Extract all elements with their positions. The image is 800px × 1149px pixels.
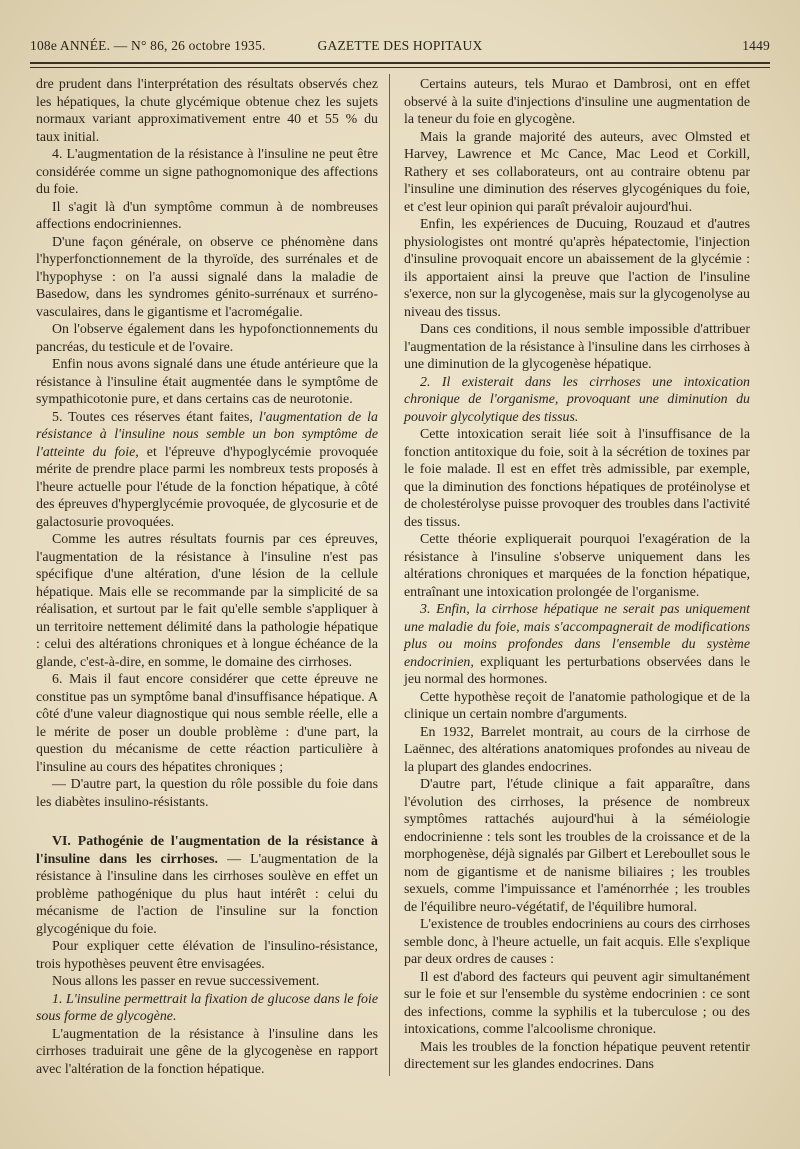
paragraph: Dans ces conditions, il nous semble impossible d'attribuer l'augmentation de la résistance à l'insuline dans les cirrhoses à une diminution de la glycogenèse hépatique. xyxy=(404,322,750,372)
paragraph: Certains auteurs, tels Murao et Dambrosi, ont en effet observé à la suite d'injections d'insuline une augmentation de la teneur du foie en glycogène. xyxy=(404,77,750,127)
paragraph: 1. L'insuline permettrait la fixation de glucose dans le foie sous forme de glycogène. xyxy=(36,991,378,1024)
paragraph: Il est d'abord des facteurs qui peuvent agir simultanément sur le foie et sur l'ensemble du système endocrinien : ce sont des infections, comme la syphilis et la tuberculose ; ou des intoxications, comme l'alcoolisme chronique. xyxy=(404,969,750,1037)
section-title: VI. Pathogénie de l'augmentation de la résistance à l'insuline dans les cirrhoses. xyxy=(36,834,378,867)
column-divider xyxy=(389,74,390,1076)
paragraph: — D'autre part, la question du rôle possible du foie dans les diabètes insulino-résistants. xyxy=(36,777,378,810)
paragraph: dre prudent dans l'interprétation des résultats observés chez les hépatiques, la chute glycémique obtenue chez les sujets normaux variant approximativement entre 40 et 55 % du taux initial. xyxy=(36,77,378,145)
issue-info: 108e ANNÉE. — N° 86, 26 octobre 1935. xyxy=(30,38,266,53)
paragraph: D'autre part, l'étude clinique a fait apparaître, dans l'évolution des cirrhoses, la présence de nombreux symptômes rattachés aujourd'hui à la séméiologie endocrinienne : tels sont les troubles de la croissance et de la morphogenèse, déjà signalés par Gilbert et Lereboullet sous le nom de gigantisme et de nanisme biliaires ; les troubles sexuels, comme l'impuissance et l'aménorrhée ; les troubles de l'équilibre neuro-végétatif, de l'équilibre humoral. xyxy=(404,777,750,915)
italic-run: 3. Enfin, la cirrhose hépatique ne serait pas uniquement une maladie du foie, mais s'accompagnerait de modifications plus ou moins profondes dans l'ensemble du système endocrinien, xyxy=(404,602,750,670)
paragraph: On l'observe également dans les hypofonctionnements du pancréas, du testicule et de l'ovaire. xyxy=(36,322,378,355)
header-rule-thin xyxy=(30,67,770,68)
paragraph: L'augmentation de la résistance à l'insuline dans les cirrhoses traduirait une gêne de la glycogenèse en rapport avec l'altération de la fonction hépatique. xyxy=(36,1026,378,1077)
paragraph: Cette hypothèse reçoit de l'anatomie pathologique et de la clinique un certain nombre d'arguments. xyxy=(404,689,750,722)
paragraph: Pour expliquer cette élévation de l'insulino-résistance, trois hypothèses peuvent être envisagées. xyxy=(36,939,378,972)
paragraph: Enfin, les expériences de Ducuing, Rouzaud et d'autres physiologistes ont montré qu'après hépatectomie, l'injection d'insuline provoquait encore un abaissement de la glycémie : ils apportaient ainsi la preuve que l'action de l'insuline s'exerce, non sur la glycogenèse, mais sur la glycogenolyse au niveau des tissus. xyxy=(404,217,750,320)
section-paragraph xyxy=(36,833,378,938)
paragraph: Il s'agit là d'un symptôme commun à de nombreuses affections endocriniennes. xyxy=(36,199,378,232)
journal-title: GAZETTE DES HOPITAUX xyxy=(317,38,483,53)
paragraph: Nous allons les passer en revue successivement. xyxy=(52,974,320,989)
paragraph: Mais la grande majorité des auteurs, avec Olmsted et Harvey, Lawrence et Mc Cance, Mac Leod et Corkill, Rathery et ses collaborateurs, ont au contraire obtenu par l'insuline une diminution des réserves glycogéniques du foie, et c'est leur opinion qui paraît prévaloir aujourd'hui. xyxy=(404,129,750,215)
text-run: 5. Toutes ces réserves étant faites, xyxy=(52,409,259,425)
running-header xyxy=(30,38,770,58)
page-number: 1449 xyxy=(742,38,770,53)
paragraph: 6. Mais il faut encore considérer que cette épreuve ne constitue pas un symptôme banal d'insuffisance hépatique. A côté d'une valeur diagnostique qui nous semble réelle, elle a le mérite de poser un double problème : d'une part, la question du mécanisme de cette réaction particulière à l'insuline au cours des hépatites chroniques ; xyxy=(36,672,378,775)
text-run: , et l'épreuve d'hypoglycémie provoquée mérite de prendre place parmi les nombreux tests proposés à l'heure actuelle pour l'étude de la fonction hépatique, à côté des épreuves d'hyperglycémie provoquée, de glycosurie et de galactosurie provoquées. xyxy=(36,444,378,530)
paragraph: D'une façon générale, on observe ce phénomène dans l'hyperfonctionnement de la thyroïde, des surrénales et de l'hypophyse : on l'a aussi signalé dans la maladie de Basedow, dans les syndromes génito-surrénaux et surréno-vasculaires, dans le gigantisme et l'acromégalie. xyxy=(36,234,378,320)
italic-run: l'augmentation de la résistance à l'insuline nous semble un bon symptôme de l'atteinte du foie xyxy=(36,409,378,460)
paragraph: L'existence de troubles endocriniens au cours des cirrhoses semble donc, à l'heure actuelle, un fait acquis. Elle s'explique par deux ordres de causes : xyxy=(404,917,750,967)
paragraph: Cette théorie expliquerait pourquoi l'exagération de la résistance à l'insuline s'observe uniquement dans les altérations chroniques et marquées de la fonction hépatique, entraînant une intoxication prolongée de l'organisme. xyxy=(404,532,750,600)
paragraph xyxy=(36,409,378,532)
text-run: — L'augmentation de la résistance à l'insuline dans les cirrhoses soulève en effet un problème pathogénique du plus haut intérêt : celui du mécanisme de l'action de l'insuline sur la fonction glycogénique du foie. xyxy=(36,851,379,937)
left-column xyxy=(36,76,378,1078)
paragraph: Enfin nous avons signalé dans une étude antérieure que la résistance à l'insuline était augmentée dans le symptôme de sympathicotonie pure, et dans certains cas de neurotonie. xyxy=(36,357,378,407)
paragraph: 4. L'augmentation de la résistance à l'insuline ne peut être considérée comme un signe pathognomonique des affections du foie. xyxy=(36,147,378,197)
paragraph: En 1932, Barrelet montrait, au cours de la cirrhose de Laënnec, des altérations anatomiques profondes au niveau de la plupart des glandes endocrines. xyxy=(404,724,750,775)
text-run: expliquant les perturbations observées dans le jeu normal des hormones. xyxy=(404,654,750,687)
paragraph xyxy=(404,601,750,689)
paragraph: Cette intoxication serait liée soit à l'insuffisance de la fonction antitoxique du foie, soit à la sécrétion de toxines par le foie malade. Il est en effet très admissible, par exemple, que la diminution des fonctions hépatiques de protéinolyse et de cholestérolyse puisse provoquer des troubles dans l'activité des tissus. xyxy=(404,427,750,530)
right-column xyxy=(404,76,750,1074)
paragraph: 2. Il existerait dans les cirrhoses une intoxication chronique de l'organisme, provoquant une diminution du pouvoir glycolytique des tissus. xyxy=(404,374,750,425)
header-rule-thick xyxy=(30,62,770,64)
paragraph: Mais les troubles de la fonction hépatique peuvent retentir directement sur les glandes endocrines. Dans xyxy=(404,1039,750,1072)
paragraph: Comme les autres résultats fournis par ces épreuves, l'augmentation de la résistance à l'insuline n'est pas spécifique d'une altération, d'une lésion de la cellule hépatique. Mais elle se recommande par la simplicité de sa réalisation, et surtout par le fait qu'elle semble s'appliquer à un territoire nettement délimité dans la pathologie hépatique : celui des altérations chroniques et à longue échéance de la glande, c'est-à-dire, en somme, le domaine des cirrhoses. xyxy=(36,532,378,670)
